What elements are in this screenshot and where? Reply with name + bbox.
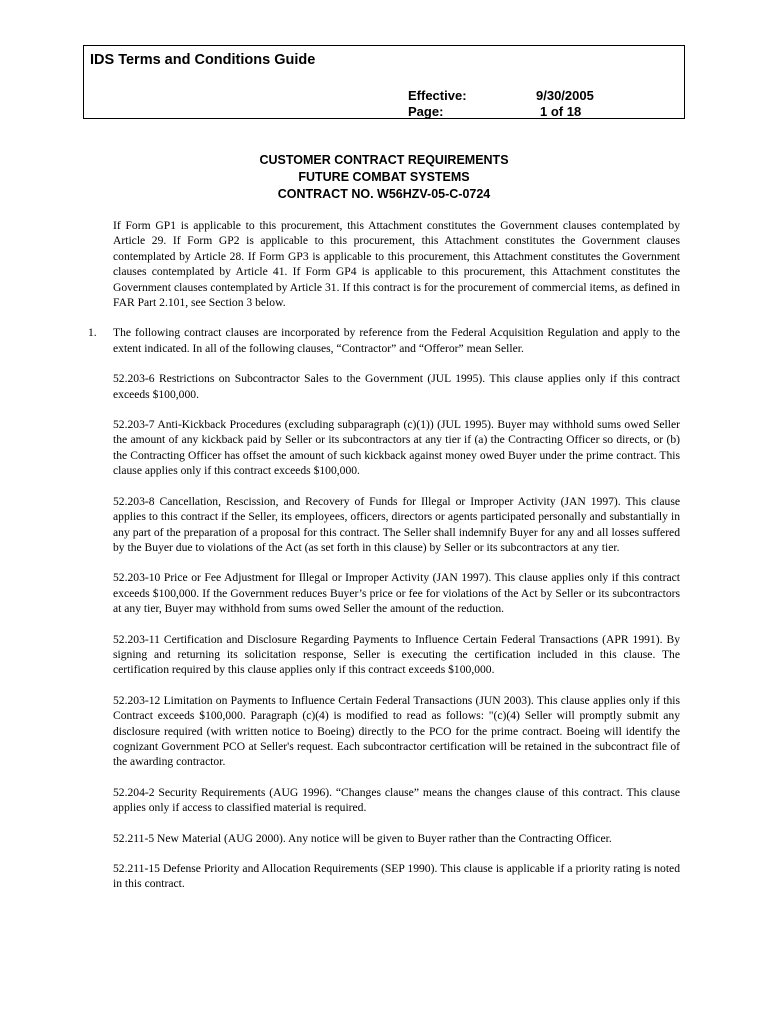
section-1 xyxy=(88,325,680,356)
document-header xyxy=(83,45,685,119)
intro-paragraph: If Form GP1 is applicable to this procurement, this Attachment constitutes the Government clauses contemplated by Article 29. If Form GP2 is applicable to this procurement, this Attachment constitutes the Government clauses contemplated by Article 28. If Form GP3 is applicable to this procurement, this Attachment constitutes the Government clauses contemplated by Article 41. If Form GP4 is applicable to this procurement, this Attachment constitutes the Government clauses contemplated by Article 31. If this contract is for the procurement of commercial items, as defined in FAR Part 2.101, see Section 3 below. xyxy=(113,219,680,310)
effective-date: 9/30/2005 xyxy=(536,88,594,103)
document-titles xyxy=(83,152,685,203)
document-body xyxy=(88,218,680,907)
section-number: 1. xyxy=(88,326,97,340)
section-1-text: The following contract clauses are incorporated by reference from the Federal Acquisition Regulation and apply to the extent indicated. In all of the following clauses, “Contractor” and “Offeror” mean Seller. xyxy=(113,326,680,355)
clause-52-204-2: 52.204-2 Security Requirements (AUG 1996). “Changes clause” means the changes clause of this contract. This clause applies only if access to classified material is required. xyxy=(113,785,680,815)
clause-52-203-11: 52.203-11 Certification and Disclosure Regarding Payments to Influence Certain Federal Transactions (APR 1991). By signing and returning its solicitation response, Seller is executing the certification included in this clause. The certification required by this clause applies only if this contract exceeds $100,000. xyxy=(113,632,680,677)
clause-52-211-5: 52.211-5 New Material (AUG 2000). Any notice will be given to Buyer rather than the Contracting Officer. xyxy=(113,831,612,845)
guide-title: IDS Terms and Conditions Guide xyxy=(90,52,316,68)
page-label: Page: xyxy=(408,104,444,119)
clause-52-211-15: 52.211-15 Defense Priority and Allocation Requirements (SEP 1990). This clause is applicable if a priority rating is noted in this contract. xyxy=(113,862,680,891)
clause-52-203-10: 52.203-10 Price or Fee Adjustment for Illegal or Improper Activity (JAN 1997). This clause applies only if this contract exceeds $100,000. If the Government reduces Buyer’s price or fee for violations of the Act by Seller or its subcontractors at any tier, Buyer may withhold from sums owed Seller the amount of the reduction. xyxy=(113,571,680,616)
title-line-3: CONTRACT NO. W56HZV-05-C-0724 xyxy=(277,187,491,201)
page-number: 1 of 18 xyxy=(540,104,582,119)
clause-52-203-8: 52.203-8 Cancellation, Rescission, and Recovery of Funds for Illegal or Improper Activity (JAN 1997). This clause applies to this contract if the Seller, its employees, officers, directors or agents participated personally and substantially in any part of the preparation of a proposal for this contract. The Seller shall indemnify Buyer for any and all losses suffered by the Buyer due to violations of the Act (as set forth in this clause) by Seller or its subcontractors at any tier. xyxy=(113,494,680,554)
clause-52-203-12: 52.203-12 Limitation on Payments to Influence Certain Federal Transactions (JUN 2003). This clause applies only if this Contract exceeds $100,000. Paragraph (c)(4) is modified to read as follows: "(c)(4) Seller will promptly submit any disclosure required (with written notice to Boeing) directly to the PCO for the prime contract. Boeing will identify the cognizant Government PCO at Seller's request. Each subcontractor certification will be retained in the subcontract file of the awarding contractor. xyxy=(113,693,680,769)
title-line-2: FUTURE COMBAT SYSTEMS xyxy=(298,170,470,184)
title-line-1: CUSTOMER CONTRACT REQUIREMENTS xyxy=(259,153,509,167)
effective-label: Effective: xyxy=(408,88,467,103)
clause-52-203-7: 52.203-7 Anti-Kickback Procedures (excluding subparagraph (c)(1)) (JUL 1995). Buyer may withhold sums owed Seller the amount of any kickback paid by Seller or its subcontractors at any tier if (a) the Contracting Officer so directs, or (b) the Contracting Officer has offset the amount of such kickback against money owed Buyer under the prime contract. This clause applies only if this contract exceeds $100,000. xyxy=(113,418,680,478)
clause-52-203-6: 52.203-6 Restrictions on Subcontractor Sales to the Government (JUL 1995). This clause applies only if this contract exceeds $100,000. xyxy=(113,372,680,401)
